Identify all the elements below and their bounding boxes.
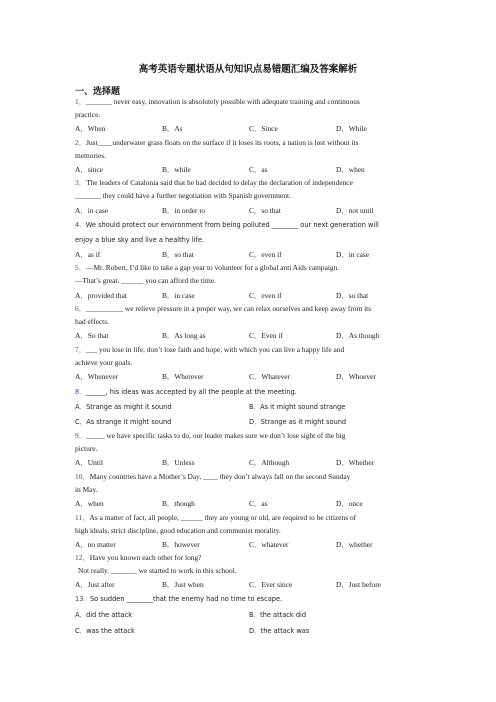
question-8-option-b[interactable]: B．As it might sound strange [249, 403, 346, 411]
question-6-option-a[interactable]: A．So that [75, 331, 109, 340]
section-heading: 一、选择题 [75, 87, 121, 97]
question-9-option-c[interactable]: C．Although [249, 458, 290, 467]
question-3-option-c[interactable]: C．so that [249, 206, 281, 215]
question-number: 9． [75, 431, 87, 440]
question-10-option-d[interactable]: D．once [336, 499, 363, 508]
question-6-option-b[interactable]: B．As long as [162, 331, 206, 340]
question-12-stem-line-2: Not really. _______ we started to work in this school. [78, 566, 237, 575]
question-3-option-d[interactable]: D．not until [336, 206, 374, 215]
question-13-option-d[interactable]: D．the attack was [249, 627, 310, 635]
question-9-option-b[interactable]: B．Unless [162, 458, 195, 467]
question-3-stem-line-2: _______ they could have a further negotiation with Spanish government. [75, 191, 291, 200]
question-10-option-a[interactable]: A．when [75, 499, 104, 508]
question-1-option-a[interactable]: A．When [75, 124, 106, 133]
question-number: 4． [75, 221, 86, 229]
question-number: 6． [75, 304, 87, 313]
question-13-option-a[interactable]: A．did the attack [75, 611, 133, 619]
question-7-stem-line-1: 7．___ you lose in life, don’t lose faith and hope, with which you can live a happy life and [75, 345, 345, 354]
question-9-option-d[interactable]: D．Whether [336, 458, 375, 467]
question-number: 1． [75, 97, 87, 106]
question-number: 11． [75, 513, 90, 522]
question-10-option-c[interactable]: C．as [249, 499, 268, 508]
question-number: 12． [75, 553, 90, 562]
question-number: 5． [75, 263, 87, 272]
question-8-option-c[interactable]: C．As strange it might sound [75, 418, 172, 426]
question-8-option-d[interactable]: D．Strange as it might sound [249, 418, 347, 426]
question-2-stem-line-2: memories. [75, 151, 106, 160]
question-5-option-c[interactable]: C．even if [249, 291, 282, 300]
question-4-option-c[interactable]: C．even if [249, 250, 282, 259]
question-1-stem-line-2: practice. [75, 110, 101, 119]
question-6-option-d[interactable]: D．As though [336, 331, 380, 340]
question-11-option-a[interactable]: A．no matter [75, 540, 116, 549]
question-1-stem-line-1: 1．_______ never easy, innovation is absolutely possible with adequate training and continuous [75, 97, 360, 106]
question-4-option-d[interactable]: D．in case [336, 250, 370, 259]
question-4-option-a[interactable]: A．as if [75, 250, 101, 259]
question-2-stem-line-1: 2．Just____underwater grass floats on the surface if it loses its roots, a nation is lost without its [75, 138, 359, 147]
question-12-option-a[interactable]: A．Just after [75, 580, 115, 589]
question-5-stem-line-2: —That’s great. ______ you can afford the time. [75, 276, 216, 285]
question-5-option-b[interactable]: B．in case [162, 291, 195, 300]
document-title: 高考英语专题状语从句知识点易错题汇编及答案解析 [138, 64, 358, 75]
question-4-stem-line-2: enjoy a blue sky and live a healthy life. [75, 236, 204, 244]
question-7-option-b[interactable]: B．Wherever [162, 372, 204, 381]
question-4-stem-line-1: 4．We should protect our environment from being polluted ________ our next generation will [75, 221, 379, 229]
question-12-option-d[interactable]: D．Just before [336, 580, 381, 589]
question-2-option-c[interactable]: C．as [249, 165, 268, 174]
question-12-option-c[interactable]: C．Ever since [249, 580, 293, 589]
question-11-option-d[interactable]: D．whether [336, 540, 373, 549]
question-5-stem-line-1: 5．—Mr. Robert, I’d like to take a gap year to volunteer for a global anti Aids campaign. [75, 263, 340, 272]
question-number: 13． [75, 595, 90, 603]
question-7-option-a[interactable]: A．Whenever [75, 372, 119, 381]
question-10-stem-line-1: 10．Many countries have a Mother’s Day, ____ they don’t always fall on the second Sunday [75, 472, 351, 481]
question-10-option-b[interactable]: B．though [162, 499, 195, 508]
question-9-stem-line-2: picture. [75, 444, 98, 453]
question-number: 2． [75, 138, 87, 147]
question-7-option-c[interactable]: C．Whatever [249, 372, 291, 381]
question-7-option-d[interactable]: D．Whoever [336, 372, 376, 381]
question-number: 7． [75, 345, 87, 354]
question-5-option-d[interactable]: D．so that [336, 291, 369, 300]
question-5-option-a[interactable]: A．provided that [75, 291, 127, 300]
question-8-stem-line-1: 8．______, his ideas was accepted by all the people at the meeting. [75, 388, 297, 396]
question-2-option-a[interactable]: A．since [75, 165, 103, 174]
question-2-option-d[interactable]: D．when [336, 165, 365, 174]
question-1-option-c[interactable]: C．Since [249, 124, 278, 133]
question-number: 8． [75, 388, 86, 396]
question-13-stem-line-1: 13．So sudden ________that the enemy had no time to escape. [75, 595, 283, 603]
question-6-option-c[interactable]: C．Even if [249, 331, 283, 340]
question-11-stem-line-2: high ideals, strict discipline, good education and communist morality. [75, 526, 281, 535]
question-11-option-c[interactable]: C．whatever [249, 540, 289, 549]
question-4-option-b[interactable]: B．so that [162, 250, 194, 259]
question-1-option-b[interactable]: B．As [162, 124, 183, 133]
question-7-stem-line-2: achieve your goals. [75, 358, 133, 367]
question-9-option-a[interactable]: A．Until [75, 458, 103, 467]
question-3-option-a[interactable]: A．in case [75, 206, 109, 215]
question-11-stem-line-1: 11．As a matter of fact, all people, ______ they are young or old, are required to be citizens of [75, 513, 357, 522]
question-number: 10． [75, 472, 90, 481]
question-11-option-b[interactable]: B．however [162, 540, 200, 549]
question-10-stem-line-2: in May. [75, 485, 98, 494]
question-12-stem-line-1: 12．Have you known each other for long? [75, 553, 202, 562]
question-13-option-c[interactable]: C．was the attack [75, 627, 135, 635]
question-3-stem-line-1: 3．The leaders of Catalonia said that he had decided to delay the declaration of independence [75, 178, 353, 187]
question-13-option-b[interactable]: B．the attack did [249, 611, 307, 619]
question-3-option-b[interactable]: B．in order to [162, 206, 206, 215]
question-9-stem-line-1: 9．_____ we have specific tasks to do, our leader makes sure we don’t lose sight of the big [75, 431, 346, 440]
question-8-option-a[interactable]: A．Strange as might it sound [75, 403, 172, 411]
question-6-stem-line-1: 6．__________ we relieve pressure in a proper way, we can relax ourselves and keep away from its [75, 304, 372, 313]
question-6-stem-line-2: bad effects. [75, 317, 109, 326]
question-1-option-d[interactable]: D．While [336, 124, 367, 133]
question-2-option-b[interactable]: B．while [162, 165, 191, 174]
question-12-option-b[interactable]: B．Just when [162, 580, 204, 589]
question-number: 3． [75, 178, 87, 187]
